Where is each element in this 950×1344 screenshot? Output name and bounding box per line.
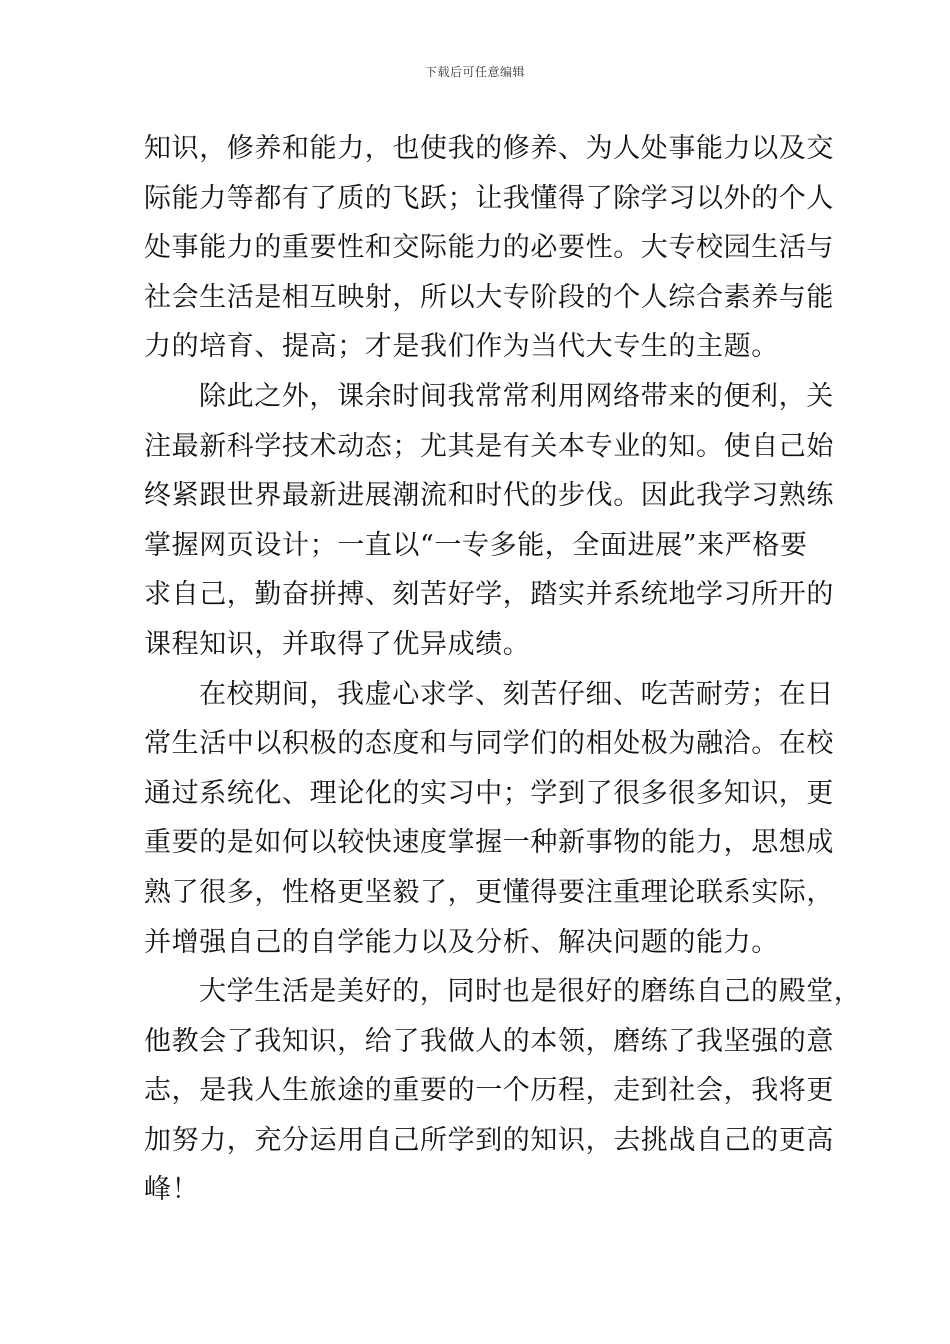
text-line: 加努力，充分运用自己所学到的知识，去挑战自己的更高	[144, 1124, 834, 1156]
text-line: 课程知识，并取得了优异成绩。	[144, 628, 531, 660]
body-text	[144, 124, 862, 1215]
text-line: 处事能力的重要性和交际能力的必要性。大专校园生活与	[144, 232, 834, 264]
text-line: 除此之外，课余时间我常常利用网络带来的便利，关	[199, 380, 834, 412]
text-line: 常生活中以积极的态度和与同学们的相处极为融洽。在校	[144, 728, 834, 760]
text-line: 注最新科学技术动态；尤其是有关本专业的知。使自己始	[144, 430, 834, 462]
text-line: 际能力等都有了质的飞跃；让我懂得了除学习以外的个人	[144, 182, 834, 214]
text-line: 力的培育、提高；才是我们作为当代大专生的主题。	[144, 331, 779, 363]
text-line: 知识，修养和能力，也使我的修养、为人处事能力以及交	[144, 133, 834, 164]
text-line: 求自己，勤奋拼搏、刻苦好学，踏实并系统地学习所开的	[144, 579, 834, 611]
text-line: 峰！	[144, 1174, 200, 1206]
text-line: 社会生活是相互映射，所以大专阶段的个人综合素养与能	[144, 281, 834, 313]
text-line: 志，是我人生旅途的重要的一个历程，走到社会，我将更	[144, 1075, 834, 1107]
text-line: 终紧跟世界最新进展潮流和时代的步伐。因此我学习熟练	[144, 480, 834, 512]
text-line: 熟了很多，性格更坚毅了，更懂得要注重理论联系实际，	[144, 876, 834, 908]
page-header-note: 下载后可任意编辑	[424, 65, 525, 79]
text-line: 在校期间，我虚心求学、刻苦仔细、吃苦耐劳；在日	[199, 678, 834, 710]
text-line: 他教会了我知识，给了我做人的本领，磨练了我坚强的意	[144, 1025, 834, 1057]
text-line: 并增强自己的自学能力以及分析、解决问题的能力。	[144, 926, 779, 958]
text-line: 重要的是如何以较快速度掌握一种新事物的能力，思想成	[144, 827, 834, 859]
text-line: 通过系统化、理论化的实习中；学到了很多很多知识，更	[144, 777, 834, 809]
text-line: 大学生活是美好的，同时也是很好的磨练自己的殿堂，	[199, 976, 862, 1008]
text-line: 掌握网页设计；一直以“一专多能，全面进展”来严格要	[144, 529, 808, 561]
